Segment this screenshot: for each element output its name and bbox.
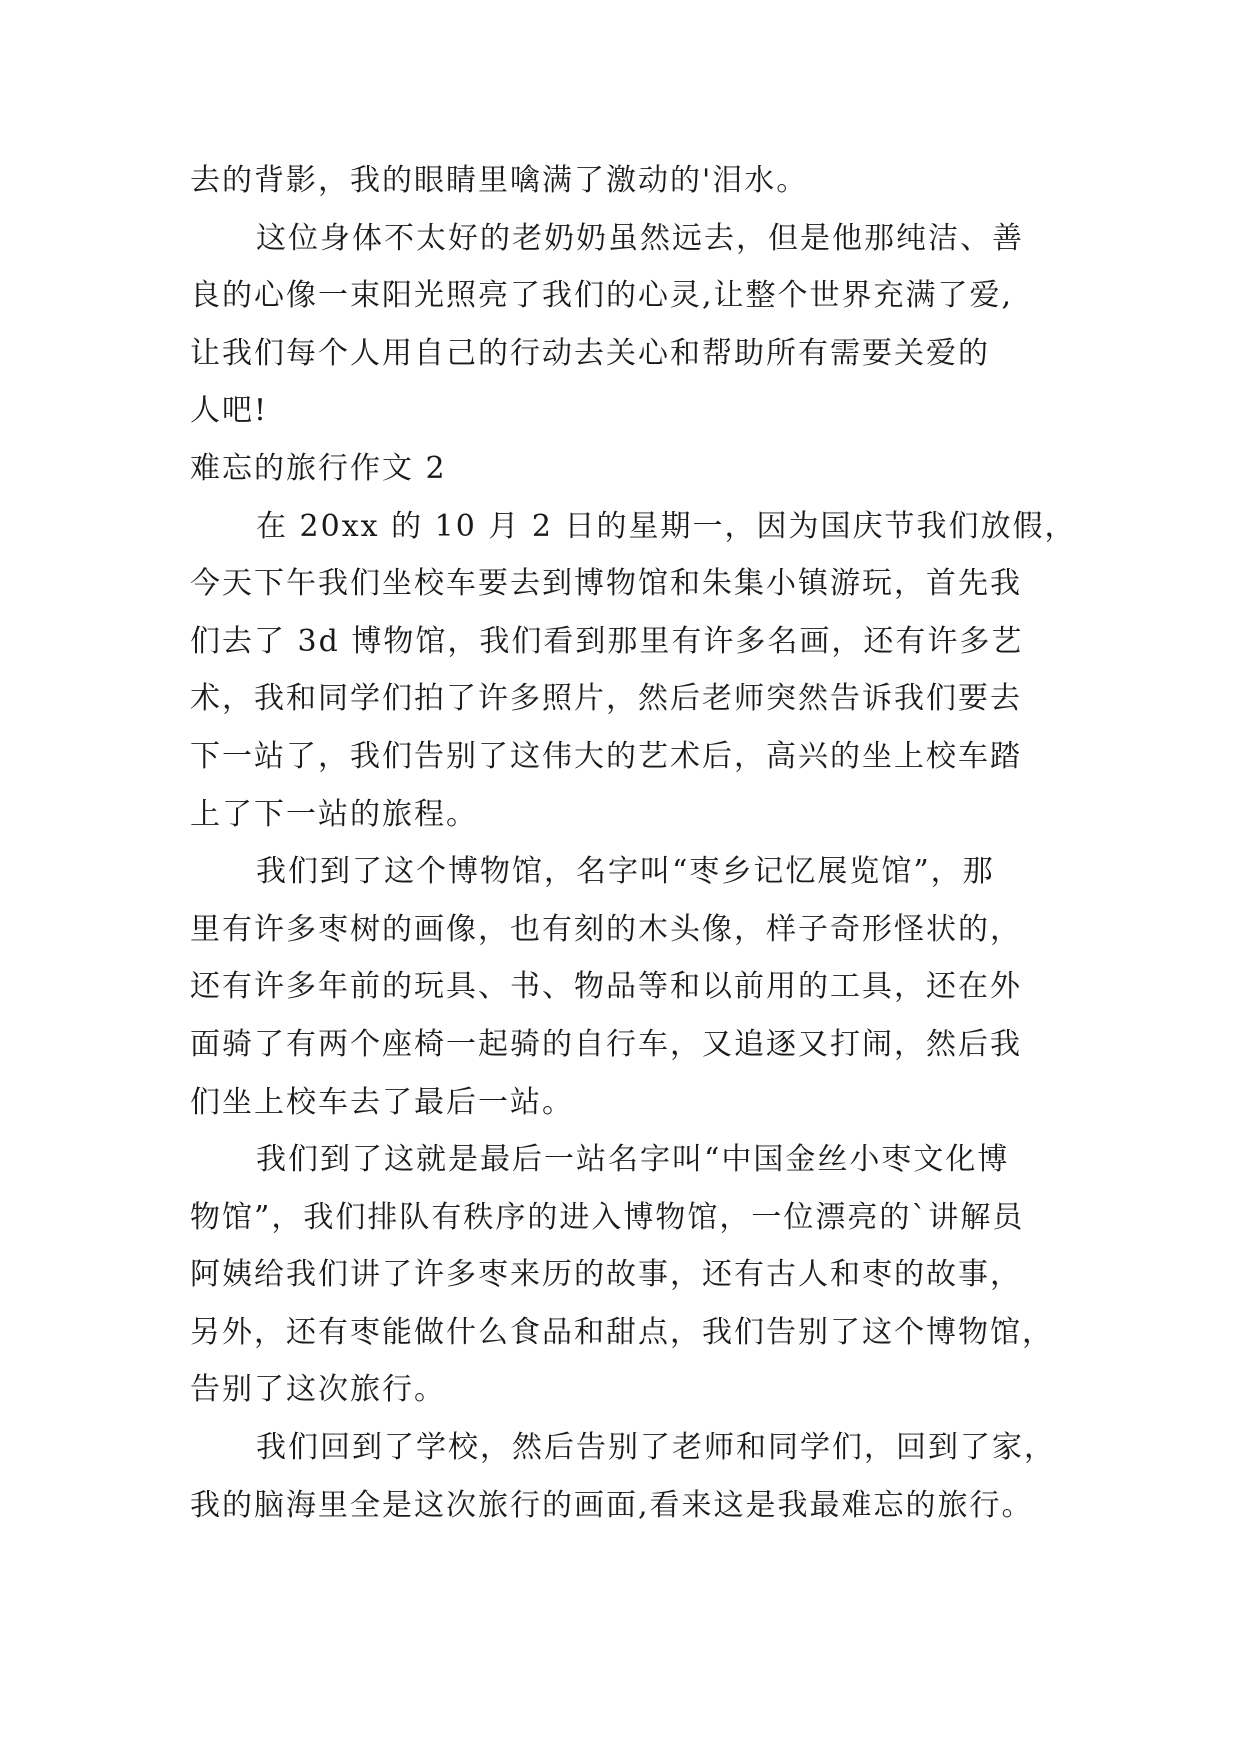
text-line: 面骑了有两个座椅一起骑的自行车，又追逐又打闹，然后我 xyxy=(190,1026,1022,1062)
text-line: 让我们每个人用自己的行动去关心和帮助所有需要关爱的 xyxy=(190,335,990,371)
text-line: 里有许多枣树的画像，也有刻的木头像，样子奇形怪状的， xyxy=(190,911,1022,947)
text-line: 我们回到了学校，然后告别了老师和同学们，回到了家， xyxy=(256,1430,1056,1466)
text-line: 我们到了这个博物馆，名字叫“枣乡记忆展览馆”，那 xyxy=(256,854,995,890)
text-line: 另外，还有枣能做什么食品和甜点，我们告别了这个博物馆， xyxy=(190,1314,1054,1350)
paragraph xyxy=(190,1419,1060,1534)
text-line: 上了下一站的旅程。 xyxy=(190,796,478,832)
text-line: 我们到了这就是最后一站名字叫“中国金丝小枣文化博 xyxy=(256,1142,1010,1178)
text-line: 还有许多年前的玩具、书、物品等和以前用的工具，还在外 xyxy=(190,969,1022,1005)
paragraph xyxy=(190,843,1060,1131)
text-line: 物馆”，我们排队有秩序的进入博物馆，一位漂亮的`讲解员 xyxy=(190,1199,1025,1235)
text-line: 在 20xx 的 10 月 2 日的星期一，因为国庆节我们放假， xyxy=(256,508,1077,544)
text-line: 这位身体不太好的老奶奶虽然远去，但是他那纯洁、善 xyxy=(256,220,1024,256)
text-line: 人吧! xyxy=(190,393,269,429)
text-line: 我的脑海里全是这次旅行的画面,看来这是我最难忘的旅行。 xyxy=(190,1487,1034,1523)
text-line: 告别了这次旅行。 xyxy=(190,1372,446,1408)
section-title: 难忘的旅行作文 2 xyxy=(190,450,447,486)
paragraph xyxy=(190,152,1060,210)
text-line: 术，我和同学们拍了许多照片，然后老师突然告诉我们要去 xyxy=(190,681,1022,717)
paragraph xyxy=(190,1131,1060,1419)
text-line: 阿姨给我们讲了许多枣来历的故事，还有古人和枣的故事， xyxy=(190,1257,1022,1293)
paragraph xyxy=(190,210,1060,440)
text-line: 今天下午我们坐校车要去到博物馆和朱集小镇游玩，首先我 xyxy=(190,566,1022,602)
text-line: 们去了 3d 博物馆，我们看到那里有许多名画，还有许多艺 xyxy=(190,623,1024,659)
document-body xyxy=(190,152,1077,1534)
text-line: 下一站了，我们告别了这伟大的艺术后，高兴的坐上校车踏 xyxy=(190,738,1022,774)
text-line: 去的背影，我的眼睛里噙满了激动的'泪水。 xyxy=(190,163,809,198)
text-line: 们坐上校车去了最后一站。 xyxy=(190,1084,574,1120)
paragraph xyxy=(190,498,1077,844)
text-line: 良的心像一束阳光照亮了我们的心灵,让整个世界充满了爱, xyxy=(190,278,1014,314)
